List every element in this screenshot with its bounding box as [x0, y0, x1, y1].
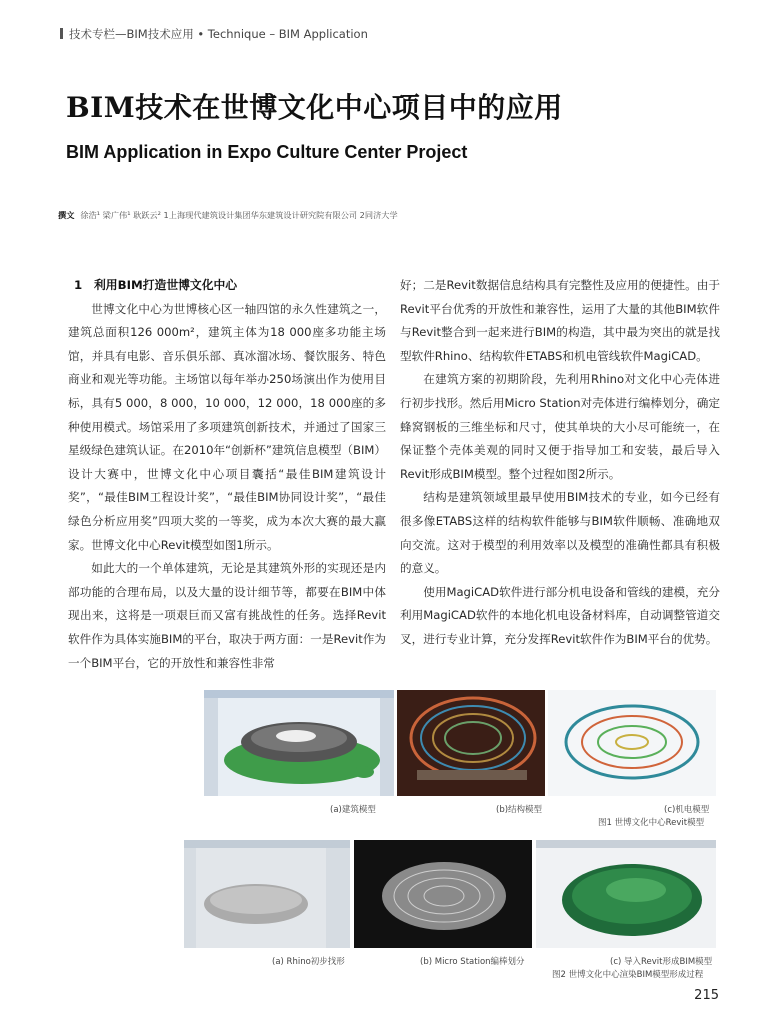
title-english: BIM Application in Expo Culture Center Project [66, 142, 468, 162]
figure2-b-label: (b) Micro Station编棒划分 [420, 957, 525, 967]
section-heading: 1 利用BIM打造世博文化中心 [74, 278, 238, 292]
figure1-c-image [548, 690, 716, 796]
paragraph-4: 在建筑方案的初期阶段，先利用Rhino对文化中心壳体进行初步找形。然后用Micro Station对壳体进行编棒划分，确定蜂窝钢板的三维坐标和尺寸，使其单块的大小尽可能统一，在保证整个壳体美观的同时又便于指导加工和安装，最后导入Revit形成BIM模型。整个过程如图2所示。 [400, 372, 720, 481]
figure1-a-label: (a)建筑模型 [330, 805, 376, 815]
paragraph-3: 好；二是Revit数据信息结构具有完整性及应用的便捷性。由于Revit平台优秀的开放性和兼容性，运用了大量的其他BIM软件与Revit整合到一起来进行BIM的构造，其中最为突出的就是找型软件Rhino、结构软件ETABS和机电管线软件MagiCAD。 [400, 278, 720, 363]
figure2-c-label: (c) 导入Revit形成BIM模型 [610, 957, 713, 967]
paragraph-2: 如此大的一个单体建筑，无论是其建筑外形的实现还是内部功能的合理布局，以及大量的设计细节等，都要在BIM中体现出来，这将是一项艰巨而又富有挑战性的任务。选择Revit软件作为具体实施BIM的平台，取决于两方面：一是Revit作为一个BIM平台，它的开放性和兼容性非常 [68, 561, 386, 670]
figure1-b-label: (b)结构模型 [496, 805, 543, 815]
figure1-b-image [397, 690, 545, 796]
figure2-c-image [536, 840, 716, 948]
authors-text: 徐浩¹ 梁广伟¹ 耿跃云² 1上海现代建筑设计集团华东建筑设计研究院有限公司 2同济大学 [80, 210, 398, 220]
running-header [60, 26, 368, 42]
page-number: 215 [694, 988, 719, 1003]
figure2-b-image [354, 840, 532, 948]
authors-line [58, 210, 398, 221]
figure1-a-image [204, 690, 394, 796]
column-left [68, 274, 386, 675]
header-text: 技术专栏—BIM技术应用 • Technique – BIM Application [69, 27, 368, 41]
figure1-caption: 图1 世博文化中心Revit模型 [598, 818, 705, 828]
figure2-caption: 图2 世博文化中心渲染BIM模型形成过程 [552, 970, 704, 980]
column-right [400, 274, 720, 652]
figure2-a-label: (a) Rhino初步找形 [272, 957, 345, 967]
paragraph-6: 使用MagiCAD软件进行部分机电设备和管线的建模，充分利用MagiCAD软件的本地化机电设备材料库，自动调整管道交叉，进行专业计算，充分发挥Revit软件作为BIM平台的优势。 [400, 584, 720, 646]
figure2-a-image [184, 840, 350, 948]
authors-label: 撰文 [58, 210, 75, 220]
header-bar-icon [60, 28, 63, 39]
figure1-c-label: (c)机电模型 [664, 805, 710, 815]
title-chinese: BIM技术在世博文化中心项目中的应用 [66, 91, 563, 124]
paragraph-1: 世博文化中心为世博核心区一轴四馆的永久性建筑之一，建筑总面积126 000m²，建筑主体为18 000座多功能主场馆，并具有电影、音乐俱乐部、真冰溜冰场、餐饮服务、特色商业和观光等功能。主场馆以每年举办250场演出作为使用目标，具有5 000，8 000，10 000，12 000，18 000座的多种使用模式。场馆采用了多项建筑创新技术，并通过了国家三星级绿色建筑认证。在2010年“创新杯”建筑信息模型（BIM）设计大赛中，世博文化中心项目囊括“最佳BIM建筑设计奖”，“最佳BIM工程设计奖”，“最佳BIM协同设计奖”，“最佳绿色分析应用奖”四项大奖的一等奖，成为本次大赛的最大赢家。世博文化中心Revit模型如图1所示。 [68, 301, 386, 552]
paragraph-5: 结构是建筑领域里最早使用BIM技术的专业，如今已经有很多像ETABS这样的结构软件能够与BIM软件顺畅、准确地双向交流。这对于模型的利用效率以及模型的准确性都具有积极的意义。 [400, 490, 720, 576]
